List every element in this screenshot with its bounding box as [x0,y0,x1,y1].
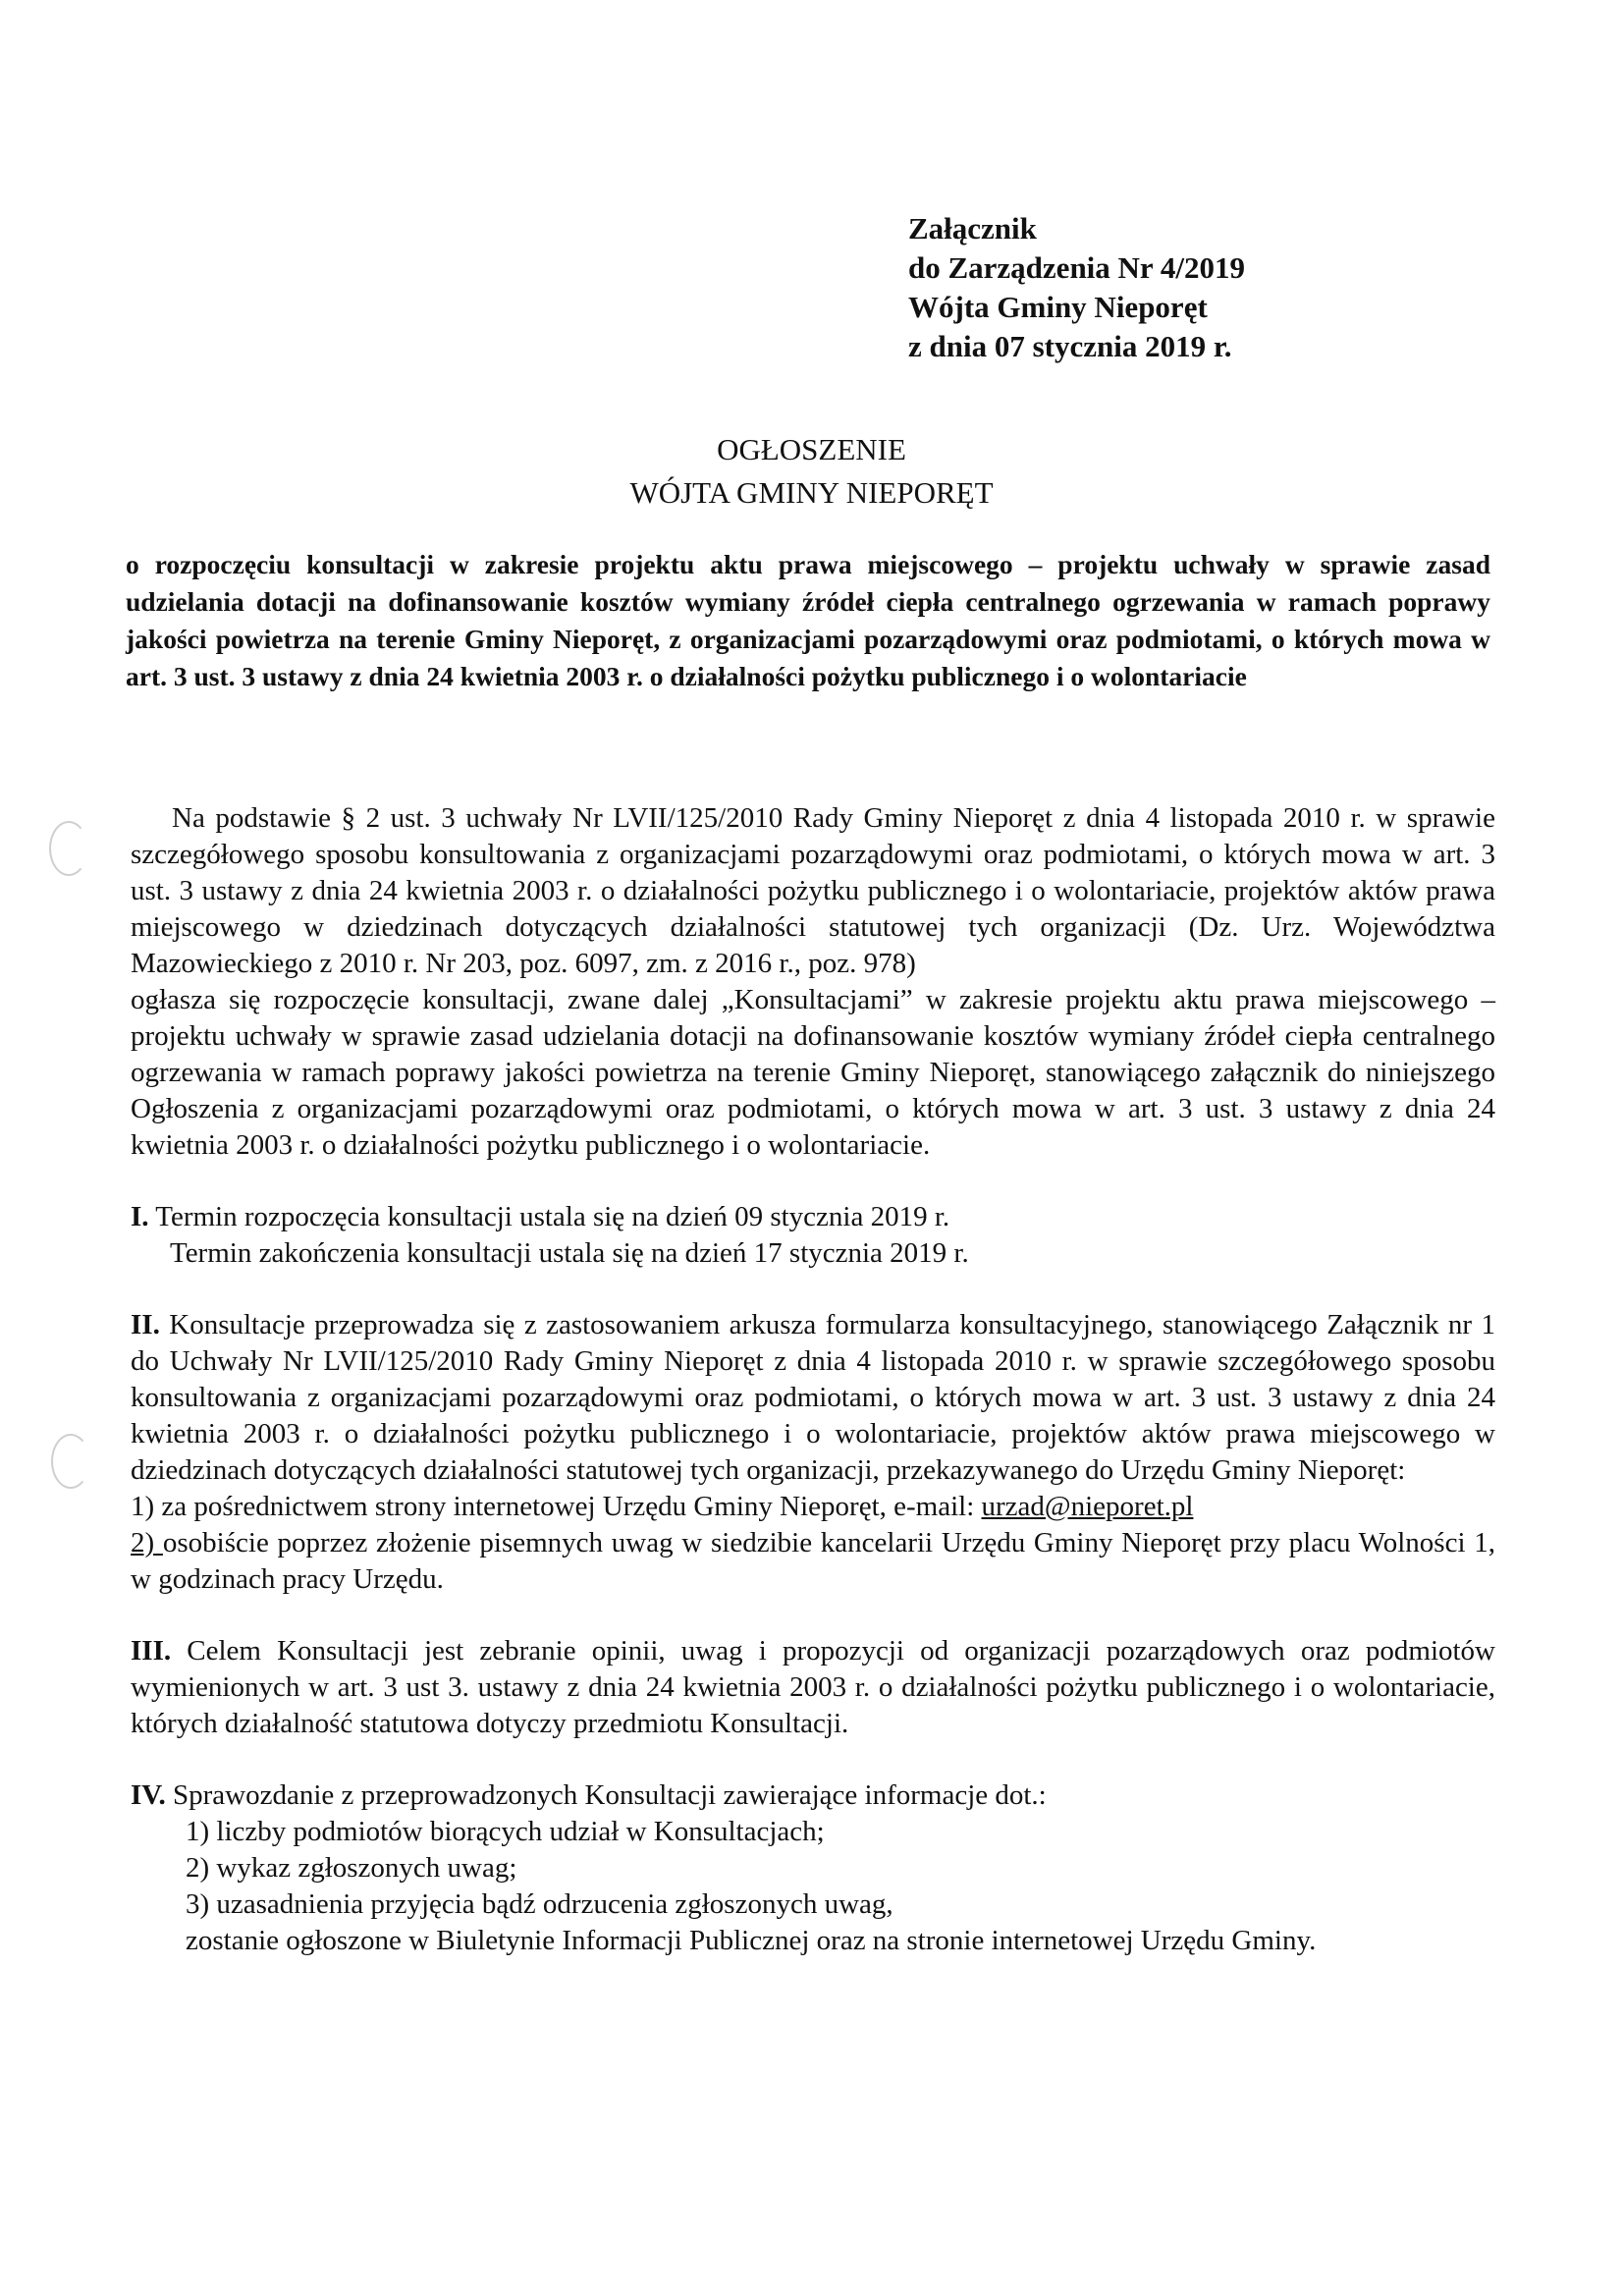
section-text: Konsultacje przeprowadza się z zastosowaniem arkusza formularza konsultacyjnego, stanowiącego Załącznik nr 1 do Uchwały Nr LVII/125/2010 Rady Gminy Nieporęt z dnia 4 listopada 2010 r. w sprawie szczegółowego sposobu konsultowania z organizacjami pozarządowymi oraz podmiotami, o których mowa w art. 3 ust. 3 ustawy z dnia 24 kwietnia 2003 r. o działalności pożytku publicznego i o wolontariacie, projektów aktów prawa miejscowego w dziedzinach dotyczących działalności statutowej tych organizacji, przekazywanego do Urzędu Gminy Nieporęt: [131,1309,1496,1486]
start-date-text: Termin rozpoczęcia konsultacji ustala się na dzień 09 stycznia 2019 r. [155,1201,950,1232]
title-line: OGŁOSZENIE [717,432,906,466]
list-item [131,1489,1495,1525]
list-item-text: 1) za pośrednictwem strony internetowej Urzędu Gminy Nieporęt, e-mail: [131,1491,982,1522]
end-date-text: Termin zakończenia konsultacji ustala się na dzień 17 stycznia 2019 r. [170,1237,969,1269]
section-4 [131,1777,1495,1814]
section-number: III. [131,1635,172,1667]
list-item-text: osobiście poprzez złożenie pisemnych uwag w siedzibie kancelarii Urzędu Gminy Nieporęt przy placu Wolności 1, w godzinach pracy Urzędu. [131,1527,1495,1595]
list-item: 2) wykaz zgłoszonych uwag; [186,1852,517,1884]
announcement-paragraph: ogłasza się rozpoczęcie konsultacji, zwane dalej „Konsultacjami” w zakresie projektu aktu prawa miejscowego – projektu uchwały w sprawie zasad udzielania dotacji na dofinansowanie kosztów wymiany źródeł ciepła centralnego ogrzewania w ramach poprawy jakości powietrza na terenie Gminy Nieporęt, stanowiącego załącznik do niniejszego Ogłoszenia z organizacjami pozarządowymi oraz podmiotami, o których mowa w art. 3 ust. 3 ustawy z dnia 24 kwietnia 2003 r. o działalności pożytku publicznego i o wolontariacie. [131,984,1495,1161]
title-line: WÓJTA GMINY NIEPORĘT [629,475,994,510]
announcement-subject: o rozpoczęciu konsultacji w zakresie projektu aktu prawa miejscowego – projektu uchwały w sprawie zasad udzielania dotacji na dofinansowanie kosztów wymiany źródeł ciepła centralnego ogrzewania w ramach poprawy jakości powietrza na terenie Gminy Nieporęt, z organizacjami pozarządowymi oraz podmiotami, o których mowa w art. 3 ust. 3 ustawy z dnia 24 kwietnia 2003 r. o działalności pożytku publicznego i o wolontariacie [126,549,1490,691]
section-2 [131,1307,1495,1489]
section-1 [131,1199,1495,1235]
list-item: 3) uzasadnienia przyjęcia bądź odrzucenia zgłoszonych uwag, [186,1888,893,1920]
section-number: II. [131,1309,160,1340]
legal-basis-paragraph: Na podstawie § 2 ust. 3 uchwały Nr LVII/125/2010 Rady Gminy Nieporęt z dnia 4 listopada 2010 r. w sprawie szczegółowego sposobu konsultowania z organizacjami pozarządowymi oraz podmiotami, o których mowa w art. 3 ust. 3 ustawy z dnia 24 kwietnia 2003 r. o działalności pożytku publicznego i o wolontariacie, projektów aktów prawa miejscowego w dziedzinach dotyczących działalności statutowej tych organizacji (Dz. Urz. Województwa Mazowieckiego z 2010 r. Nr 203, poz. 6097, zm. z 2016 r., poz. 978) [131,802,1495,979]
attachment-line: Wójta Gminy Nieporęt [908,290,1208,324]
section-number: I. [131,1201,149,1232]
attachment-line: do Zarządzenia Nr 4/2019 [908,250,1245,285]
document-title [0,428,1623,515]
section-3 [131,1633,1495,1742]
section-number: IV. [131,1779,166,1811]
announcement-body [131,800,1495,1959]
punch-hole-mark [51,1434,90,1489]
email-link[interactable]: urzad@nieporet.pl [981,1491,1194,1522]
section-text: Celem Konsultacji jest zebranie opinii, uwag i propozycji od organizacji pozarządowych oraz podmiotów wymienionych w art. 3 ust 3. ustawy z dnia 24 kwietnia 2003 r. o działalności pożytku publicznego i o wolontariacie, których działalność statutowa dotyczy przedmiotu Konsultacji. [131,1635,1495,1739]
list-item: 1) liczby podmiotów biorących udział w Konsultacjach; [186,1816,825,1847]
section-text: Sprawozdanie z przeprowadzonych Konsultacji zawierające informacje dot.: [173,1779,1047,1811]
attachment-line: z dnia 07 stycznia 2019 r. [908,329,1232,363]
punch-hole-mark [49,821,88,876]
list-item [131,1525,1495,1598]
attachment-header [908,209,1245,366]
list-item-number: 2) [131,1527,163,1558]
attachment-line: Załącznik [908,211,1037,246]
closing-text: zostanie ogłoszone w Biuletynie Informacji Publicznej oraz na stronie internetowej Urzędu Gminy. [186,1925,1317,1956]
